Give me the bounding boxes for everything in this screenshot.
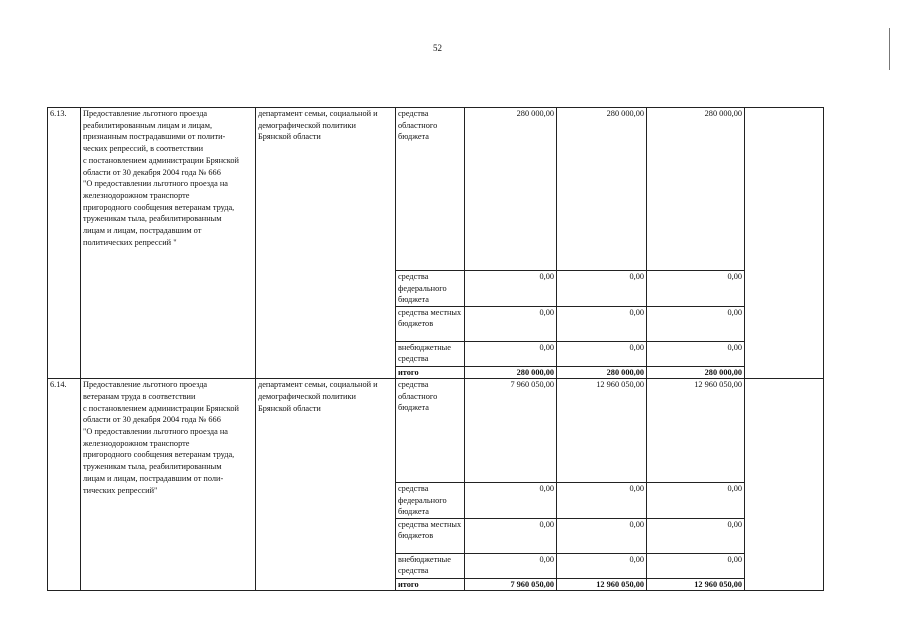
amount-cell: 0,00 [465, 341, 557, 366]
amount-cell: 0,00 [465, 306, 557, 341]
budget-table [47, 107, 824, 591]
table-row [48, 379, 824, 483]
funding-source: средства местных бюджетов [396, 518, 465, 553]
amount-cell: 280 000,00 [465, 366, 557, 379]
amount-cell: 0,00 [465, 553, 557, 578]
amount-cell: 7 960 050,00 [465, 578, 557, 591]
amount-cell: 280 000,00 [465, 108, 557, 271]
amount-cell: 12 960 050,00 [647, 578, 745, 591]
responsible-department: департамент семьи, социальной и демографической политики Брянской области [256, 379, 396, 591]
amount-cell: 0,00 [465, 483, 557, 519]
amount-cell: 0,00 [647, 271, 745, 307]
amount-cell: 0,00 [557, 306, 647, 341]
amount-cell: 0,00 [647, 341, 745, 366]
item-number: 6.13. [48, 108, 81, 379]
amount-cell: 12 960 050,00 [557, 379, 647, 483]
amount-cell: 0,00 [647, 553, 745, 578]
amount-cell: 280 000,00 [557, 366, 647, 379]
amount-cell: 0,00 [557, 271, 647, 307]
amount-cell: 0,00 [557, 553, 647, 578]
funding-source: внебюджетные средства [396, 341, 465, 366]
margin-line [889, 28, 890, 70]
page-number: 52 [433, 43, 442, 53]
amount-cell: 280 000,00 [647, 366, 745, 379]
amount-cell: 0,00 [647, 483, 745, 519]
amount-cell: 0,00 [647, 306, 745, 341]
amount-cell: 12 960 050,00 [557, 578, 647, 591]
amount-cell: 0,00 [557, 483, 647, 519]
amount-cell: 280 000,00 [557, 108, 647, 271]
table-row [48, 108, 824, 271]
amount-cell: 7 960 050,00 [465, 379, 557, 483]
amount-cell: 0,00 [465, 271, 557, 307]
item-description: Предоставление льготного проезда ветеранам труда в соответствии с постановлением администрации Брянской области от 30 декабря 2004 года № 666 "О предоставлении льготного проезда на железнодорожном транспорте пригородного сообщения ветеранам труда, труженикам тыла, реабилитированным лицам и лицам, пострадавшим от поли- тических репрессий" [81, 379, 256, 591]
empty-cell [745, 379, 824, 591]
funding-source: средства местных бюджетов [396, 306, 465, 341]
funding-source: внебюджетные средства [396, 553, 465, 578]
amount-cell: 280 000,00 [647, 108, 745, 271]
funding-source: средства областного бюджета [396, 379, 465, 483]
funding-source: средства федерального бюджета [396, 271, 465, 307]
responsible-department: департамент семьи, социальной и демографической политики Брянской области [256, 108, 396, 379]
item-description: Предоставление льготного проезда реабилитированным лицам и лицам, признанным пострадавшими от полити- ческих репрессий, в соответствии с постановлением администрации Брянской области от 30 декабря 2004 года № 666 "О предоставлении льготного проезда на железнодорожном транспорте пригородного сообщения ветеранам труда, труженикам тыла, реабилитированным лицам и лицам, пострадавшим от политических репрессий " [81, 108, 256, 379]
funding-source: итого [396, 366, 465, 379]
amount-cell: 0,00 [557, 518, 647, 553]
amount-cell: 0,00 [647, 518, 745, 553]
amount-cell: 0,00 [465, 518, 557, 553]
funding-source: средства областного бюджета [396, 108, 465, 271]
funding-source: итого [396, 578, 465, 591]
empty-cell [745, 108, 824, 379]
item-number: 6.14. [48, 379, 81, 591]
amount-cell: 12 960 050,00 [647, 379, 745, 483]
amount-cell: 0,00 [557, 341, 647, 366]
funding-source: средства федерального бюджета [396, 483, 465, 519]
